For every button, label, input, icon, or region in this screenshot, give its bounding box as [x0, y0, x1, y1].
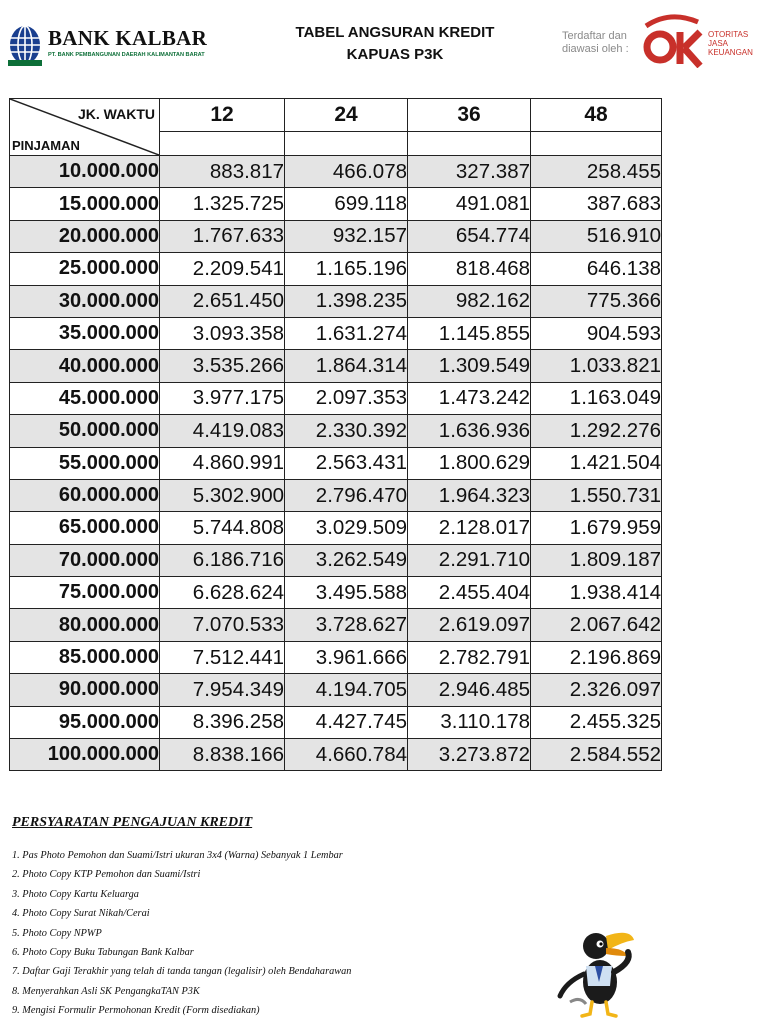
installment-cell: 2.097.353	[285, 382, 408, 414]
loan-amount-cell: 85.000.000	[10, 641, 160, 673]
table-row	[10, 641, 662, 673]
installment-cell: 3.535.266	[160, 350, 285, 382]
installment-cell: 4.660.784	[285, 739, 408, 771]
loan-amount-cell: 55.000.000	[10, 447, 160, 479]
page-title	[270, 22, 520, 66]
term-header: 48	[531, 99, 662, 132]
requirement-item: 6. Photo Copy Buku Tabungan Bank Kalbar	[12, 946, 194, 958]
ojk-logo-icon	[640, 12, 706, 68]
installment-cell: 4.860.991	[160, 447, 285, 479]
installment-cell: 1.800.629	[408, 447, 531, 479]
installment-cell: 8.838.166	[160, 739, 285, 771]
installment-cell: 258.455	[531, 156, 662, 188]
bank-name: BANK KALBAR	[48, 26, 208, 50]
table-row	[10, 415, 662, 447]
bank-kalbar-logo	[8, 18, 213, 76]
bank-subtitle: PT. BANK PEMBANGUNAN DAERAH KALIMANTAN BARAT	[48, 52, 205, 58]
installment-cell: 982.162	[408, 285, 531, 317]
installment-cell: 387.683	[531, 188, 662, 220]
ojk-text-line-1: OTORITAS	[708, 30, 749, 39]
table-header-row	[10, 99, 662, 132]
table-row	[10, 544, 662, 576]
installment-cell: 1.473.242	[408, 382, 531, 414]
installment-cell: 1.421.504	[531, 447, 662, 479]
installment-cell: 1.145.855	[408, 317, 531, 349]
installment-cell: 2.796.470	[285, 479, 408, 511]
installment-cell: 2.330.392	[285, 415, 408, 447]
installment-cell: 327.387	[408, 156, 531, 188]
installment-cell: 1.165.196	[285, 253, 408, 285]
loan-amount-cell: 15.000.000	[10, 188, 160, 220]
installment-cell: 2.455.325	[531, 706, 662, 738]
installment-cell: 3.728.627	[285, 609, 408, 641]
installment-cell: 7.512.441	[160, 641, 285, 673]
empty-cell	[160, 132, 285, 156]
table-row	[10, 609, 662, 641]
requirement-item: 7. Daftar Gaji Terakhir yang telah di tanda tangan (legalisir) oleh Bendaharawan	[12, 966, 352, 978]
installment-cell: 3.495.588	[285, 577, 408, 609]
installment-cell: 2.946.485	[408, 674, 531, 706]
requirement-item: 3. Photo Copy Kartu Keluarga	[12, 888, 139, 900]
installment-cell: 818.468	[408, 253, 531, 285]
loan-amount-cell: 45.000.000	[10, 382, 160, 414]
loan-amount-cell: 35.000.000	[10, 317, 160, 349]
requirement-item: 8. Menyerahkan Asli SK PengangkaTAN P3K	[12, 985, 200, 997]
term-header: 36	[408, 99, 531, 132]
installment-cell: 2.619.097	[408, 609, 531, 641]
installment-cell: 1.398.235	[285, 285, 408, 317]
ojk-text-line-3: KEUANGAN	[708, 48, 753, 57]
installment-cell: 1.636.936	[408, 415, 531, 447]
installment-cell: 3.029.509	[285, 512, 408, 544]
requirements-title: PERSYARATAN PENGAJUAN KREDIT	[12, 815, 253, 830]
loan-amount-cell: 20.000.000	[10, 220, 160, 252]
loan-amount-cell: 60.000.000	[10, 479, 160, 511]
installment-cell: 7.954.349	[160, 674, 285, 706]
installment-table	[9, 98, 662, 771]
empty-cell	[531, 132, 662, 156]
installment-cell: 1.809.187	[531, 544, 662, 576]
installment-cell: 2.455.404	[408, 577, 531, 609]
installment-cell: 904.593	[531, 317, 662, 349]
table-row	[10, 739, 662, 771]
installment-cell: 646.138	[531, 253, 662, 285]
installment-cell: 491.081	[408, 188, 531, 220]
installment-cell: 1.550.731	[531, 479, 662, 511]
installment-cell: 4.427.745	[285, 706, 408, 738]
installment-cell: 1.033.821	[531, 350, 662, 382]
table-row	[10, 156, 662, 188]
installment-cell: 2.584.552	[531, 739, 662, 771]
loan-amount-cell: 30.000.000	[10, 285, 160, 317]
requirements-list	[12, 846, 351, 1021]
loan-amount-cell: 10.000.000	[10, 156, 160, 188]
table-row	[10, 674, 662, 706]
installment-cell: 3.961.666	[285, 641, 408, 673]
installment-cell: 1.163.049	[531, 382, 662, 414]
table-body	[10, 156, 662, 771]
loan-amount-cell: 90.000.000	[10, 674, 160, 706]
ojk-text	[708, 30, 753, 57]
installment-cell: 1.309.549	[408, 350, 531, 382]
loan-amount-cell: 65.000.000	[10, 512, 160, 544]
installment-cell: 1.631.274	[285, 317, 408, 349]
ojk-registered-text	[562, 30, 629, 56]
table-row	[10, 188, 662, 220]
title-line-1: TABEL ANGSURAN KREDIT	[295, 24, 495, 41]
table-row	[10, 706, 662, 738]
installment-cell: 1.292.276	[531, 415, 662, 447]
loan-amount-cell: 40.000.000	[10, 350, 160, 382]
loan-amount-cell: 80.000.000	[10, 609, 160, 641]
installment-cell: 3.262.549	[285, 544, 408, 576]
installment-cell: 2.128.017	[408, 512, 531, 544]
installment-cell: 654.774	[408, 220, 531, 252]
installment-cell: 1.325.725	[160, 188, 285, 220]
installment-cell: 1.679.959	[531, 512, 662, 544]
installment-cell: 3.093.358	[160, 317, 285, 349]
installment-cell: 2.326.097	[531, 674, 662, 706]
requirement-item: 2. Photo Copy KTP Pemohon dan Suami/Istri	[12, 869, 201, 881]
globe-logo-icon	[8, 24, 42, 66]
loan-amount-cell: 100.000.000	[10, 739, 160, 771]
loan-amount-cell: 70.000.000	[10, 544, 160, 576]
installment-cell: 2.067.642	[531, 609, 662, 641]
installment-cell: 3.110.178	[408, 706, 531, 738]
installment-cell: 1.964.323	[408, 479, 531, 511]
installment-cell: 3.977.175	[160, 382, 285, 414]
empty-cell	[408, 132, 531, 156]
ojk-registered-line-1: Terdaftar dan	[562, 30, 627, 42]
loan-amount-cell: 25.000.000	[10, 253, 160, 285]
table-row	[10, 220, 662, 252]
corner-loan-label: PINJAMAN	[12, 138, 80, 153]
requirement-item: 4. Photo Copy Surat Nikah/Cerai	[12, 908, 150, 920]
loan-amount-cell: 75.000.000	[10, 577, 160, 609]
table-row	[10, 253, 662, 285]
installment-cell: 4.419.083	[160, 415, 285, 447]
installment-cell: 2.563.431	[285, 447, 408, 479]
installment-cell: 2.196.869	[531, 641, 662, 673]
ojk-badge	[560, 8, 765, 68]
term-header: 12	[160, 99, 285, 132]
loan-amount-cell: 50.000.000	[10, 415, 160, 447]
installment-cell: 932.157	[285, 220, 408, 252]
requirement-item: 9. Mengisi Formulir Permohonan Kredit (Form disediakan)	[12, 1005, 260, 1017]
table-row	[10, 350, 662, 382]
installment-cell: 2.782.791	[408, 641, 531, 673]
installment-cell: 1.938.414	[531, 577, 662, 609]
requirement-item: 5. Photo Copy NPWP	[12, 927, 102, 939]
installment-cell: 5.744.808	[160, 512, 285, 544]
installment-cell: 2.209.541	[160, 253, 285, 285]
installment-cell: 3.273.872	[408, 739, 531, 771]
installment-cell: 699.118	[285, 188, 408, 220]
title-line-2: KAPUAS P3K	[346, 46, 444, 63]
empty-cell	[285, 132, 408, 156]
installment-cell: 5.302.900	[160, 479, 285, 511]
installment-cell: 8.396.258	[160, 706, 285, 738]
table-row	[10, 317, 662, 349]
term-header: 24	[285, 99, 408, 132]
table-corner-cell	[10, 99, 160, 156]
installment-cell: 7.070.533	[160, 609, 285, 641]
installment-cell: 4.194.705	[285, 674, 408, 706]
table-row	[10, 577, 662, 609]
table-row	[10, 512, 662, 544]
loan-amount-cell: 95.000.000	[10, 706, 160, 738]
hornbill-mascot-icon	[556, 922, 650, 1018]
installment-cell: 466.078	[285, 156, 408, 188]
table-row	[10, 285, 662, 317]
installment-cell: 2.291.710	[408, 544, 531, 576]
installment-cell: 6.628.624	[160, 577, 285, 609]
installment-cell: 1.864.314	[285, 350, 408, 382]
installment-cell: 1.767.633	[160, 220, 285, 252]
corner-term-label: JK. WAKTU	[78, 106, 155, 122]
table-row	[10, 382, 662, 414]
installment-cell: 883.817	[160, 156, 285, 188]
ojk-registered-line-2: diawasi oleh :	[562, 43, 629, 55]
installment-cell: 2.651.450	[160, 285, 285, 317]
installment-cell: 516.910	[531, 220, 662, 252]
table-row	[10, 479, 662, 511]
installment-cell: 775.366	[531, 285, 662, 317]
requirement-item: 1. Pas Photo Pemohon dan Suami/Istri ukuran 3x4 (Warna) Sebanyak 1 Lembar	[12, 850, 343, 861]
installment-cell: 6.186.716	[160, 544, 285, 576]
ojk-text-line-2: JASA	[708, 39, 729, 48]
table-row	[10, 447, 662, 479]
